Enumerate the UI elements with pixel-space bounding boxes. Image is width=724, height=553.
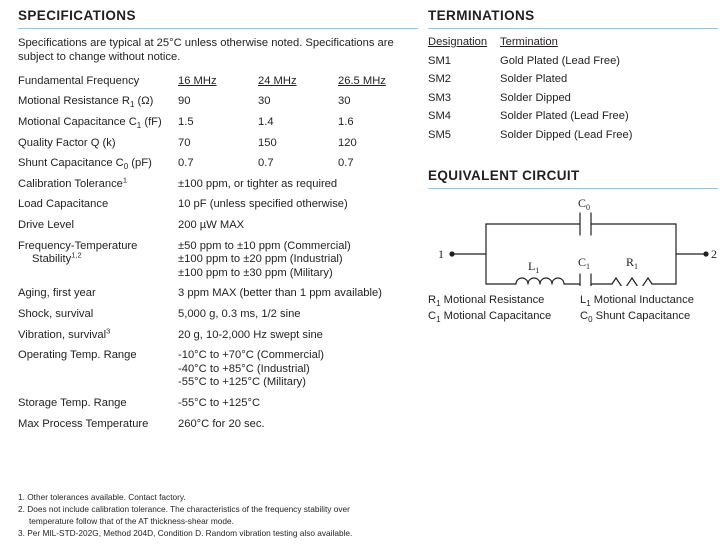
spec-value: 0.7: [338, 157, 354, 170]
c0-label: $C_0$: [578, 195, 591, 212]
terminations-header-designation: [428, 36, 500, 55]
spec-value: ±100 ppm, or tighter as required: [178, 177, 338, 190]
footnote-1: 1. Other tolerances available. Contact factory.: [18, 492, 186, 502]
right-column: [428, 8, 718, 324]
table-header-row: [428, 36, 708, 55]
legend-symbol-subscript: 0: [588, 314, 593, 324]
node-1-label: 1: [438, 246, 444, 261]
spec-value: 30: [338, 95, 351, 108]
equivalent-circuit-divider: [428, 188, 718, 189]
footnotes: [18, 492, 418, 540]
spec-label: [18, 95, 178, 116]
table-row: [18, 95, 418, 116]
column-header-label: 26.5 MHz: [338, 74, 386, 87]
spec-value-group: [178, 349, 418, 397]
legend-item-c0: [580, 310, 690, 322]
spec-value: 70: [178, 136, 191, 149]
spec-value: 150: [258, 136, 277, 149]
equivalent-circuit-title: EQUIVALENT CIRCUIT: [428, 167, 580, 183]
terminations-header-termination-label: Termination: [500, 36, 558, 48]
spec-label: Shock, survival: [18, 307, 94, 320]
spec-value: -55°C to +125°C (Military): [178, 376, 307, 389]
spec-label-text: Calibration Tolerance: [18, 177, 123, 190]
spec-label-text: Vibration, survival: [18, 328, 107, 341]
legend-text: Shunt Capacitance: [595, 309, 691, 322]
table-row: [18, 418, 418, 439]
spec-value: 1.4: [258, 116, 274, 128]
table-row: [428, 110, 708, 129]
termination-description: Solder Dipped (Lead Free): [500, 128, 633, 141]
spec-value: 10 pF (unless specified otherwise): [178, 198, 348, 211]
spec-label: Aging, first year: [18, 287, 96, 300]
termination-designation: SM2: [428, 73, 452, 86]
termination-description: Solder Dipped: [500, 91, 571, 104]
legend-item-r1: [428, 292, 580, 308]
spec-value: 1.5: [178, 116, 194, 128]
legend-row: [428, 308, 720, 324]
termination-designation: SM4: [428, 110, 452, 123]
table-row: [428, 73, 708, 92]
termination-designation: SM5: [428, 128, 452, 141]
termination-designation: SM3: [428, 91, 452, 104]
specifications-intro: Specifications are typical at 25°C unless otherwise noted. Specifications are subject to change without notice.: [18, 37, 394, 64]
table-row: [18, 198, 418, 219]
table-row: [18, 308, 418, 329]
termination-description: Gold Plated (Lead Free): [500, 54, 621, 67]
spec-value: -55°C to +125°C: [178, 396, 261, 409]
spec-label-text: Motional Capacitance C: [18, 116, 137, 128]
table-row: [18, 178, 418, 199]
spec-label: Storage Temp. Range: [18, 396, 127, 409]
spec-label: [18, 116, 178, 137]
spec-value: 0.7: [258, 157, 274, 170]
spec-label: [18, 240, 178, 288]
spec-label-unit: (fF): [144, 116, 162, 128]
specifications-table: [18, 75, 418, 438]
spec-label: [18, 75, 178, 96]
spec-value: 200 µW MAX: [178, 218, 245, 231]
footnote-2: 2. Does not include calibration tolerance. The characteristics of the frequency stability over: [18, 504, 350, 514]
spec-value: 120: [338, 136, 357, 149]
spec-value: -40°C to +85°C (Industrial): [178, 362, 310, 375]
spec-label-unit: (Ω): [137, 95, 154, 108]
column-header-26mhz: [338, 75, 418, 96]
legend-text: Motional Inductance: [593, 293, 694, 306]
legend-item-l1: [580, 294, 694, 306]
spec-value: 0.7: [178, 157, 194, 170]
footnote-3: 3. Per MIL-STD-202G, Method 204D, Condition D. Random vibration testing also available.: [18, 528, 353, 538]
spec-label-text: Fundamental Frequency: [18, 74, 140, 87]
spec-label-footnote-ref: 1,2: [71, 250, 82, 260]
table-row: [18, 240, 418, 288]
spec-label-unit: (pF): [131, 157, 152, 170]
table-row: [18, 116, 418, 137]
legend-row: [428, 292, 720, 308]
node-2-label: 2: [711, 246, 717, 261]
spec-value: 90: [178, 95, 191, 108]
termination-designation: SM1: [428, 54, 452, 67]
spec-value: 260°C for 20 sec.: [178, 417, 265, 430]
termination-description: Solder Plated: [500, 73, 568, 86]
terminations-header-designation-label: Designation: [428, 36, 488, 48]
spec-value: 1.6: [338, 116, 354, 128]
table-row: [18, 329, 418, 350]
footnote-2-cont-text: temperature follow that of the AT thickness-shear mode.: [29, 516, 234, 526]
spec-label: Operating Temp. Range: [18, 349, 137, 362]
spec-label-subscript: 0: [123, 162, 129, 172]
table-row: [18, 349, 418, 397]
spec-label-footnote-ref: 3: [106, 325, 111, 335]
specifications-title: SPECIFICATIONS: [18, 8, 136, 23]
legend-symbol-subscript: 1: [436, 314, 441, 324]
legend-item-c1: [428, 308, 580, 324]
legend-symbol: C: [580, 309, 589, 322]
spec-label: Load Capacitance: [18, 198, 109, 211]
spec-value: ±100 ppm to ±30 ppm (Military): [178, 266, 333, 279]
spec-value: 20 g, 10-2,000 Hz swept sine: [178, 328, 323, 341]
table-row: [18, 287, 418, 308]
spec-label-text: Shunt Capacitance C: [18, 157, 124, 170]
table-row: [18, 157, 418, 178]
spec-label-subscript: 1: [129, 100, 135, 110]
specifications-divider: [18, 28, 418, 29]
spec-label: Max Process Temperature: [18, 417, 149, 430]
c1-label: $C_1$: [578, 254, 591, 271]
spec-label-text: Quality Factor Q (k): [18, 136, 116, 149]
legend-symbol-subscript: 1: [586, 298, 591, 308]
table-row: [428, 129, 708, 148]
termination-description: Solder Plated (Lead Free): [500, 110, 629, 123]
table-row: [18, 219, 418, 240]
spec-value: ±100 ppm to ±20 ppm (Industrial): [178, 253, 343, 266]
table-row: [428, 92, 708, 111]
column-header-24mhz: [258, 75, 338, 96]
footnote-2-cont: [18, 516, 418, 527]
spec-label-text: Motional Resistance R: [18, 95, 130, 108]
table-row: [18, 137, 418, 158]
terminations-header-termination: [500, 36, 708, 55]
spec-value: 5,000 g, 0.3 ms, 1/2 sine: [178, 307, 301, 320]
spec-label-footnote-ref: 1: [122, 175, 128, 185]
spec-value: 30: [258, 95, 271, 108]
legend-symbol: R: [428, 293, 437, 306]
equivalent-circuit-section: [428, 168, 718, 324]
spec-label-text-line2: Stability: [32, 253, 72, 266]
table-row: [18, 75, 418, 96]
table-row: [18, 397, 418, 418]
spec-label: [18, 137, 178, 158]
spec-label: [18, 157, 178, 178]
table-row: [428, 55, 708, 74]
l1-label: $L_1$: [528, 258, 540, 275]
legend-symbol: C: [428, 309, 437, 322]
terminations-divider: [428, 28, 718, 29]
terminations-table: [428, 36, 708, 148]
column-header-label: 24 MHz: [258, 74, 297, 87]
r1-label: $R_1$: [626, 254, 639, 271]
equivalent-circuit-diagram: [428, 196, 718, 286]
spec-value: -10°C to +70°C (Commercial): [178, 349, 325, 362]
spec-value-group: [178, 240, 418, 288]
spec-value: ±50 ppm to ±10 ppm (Commercial): [178, 239, 351, 252]
terminations-title: TERMINATIONS: [428, 8, 535, 23]
legend-symbol: L: [580, 293, 587, 306]
spec-label-subscript: 1: [136, 121, 142, 131]
legend-symbol-subscript: 1: [436, 298, 441, 308]
spec-label: Drive Level: [18, 218, 74, 231]
specifications-section: [18, 8, 418, 438]
equivalent-circuit-legend: [428, 292, 720, 324]
spec-label-text: Frequency-Temperature: [18, 239, 138, 252]
legend-text: Motional Capacitance: [443, 309, 552, 322]
spec-label: [18, 325, 178, 350]
spec-value: 3 ppm MAX (better than 1 ppm available): [178, 287, 382, 300]
column-header-label: 16 MHz: [178, 74, 217, 87]
column-header-16mhz: [178, 75, 258, 96]
spec-label: [18, 175, 178, 199]
legend-text: Motional Resistance: [443, 293, 545, 306]
